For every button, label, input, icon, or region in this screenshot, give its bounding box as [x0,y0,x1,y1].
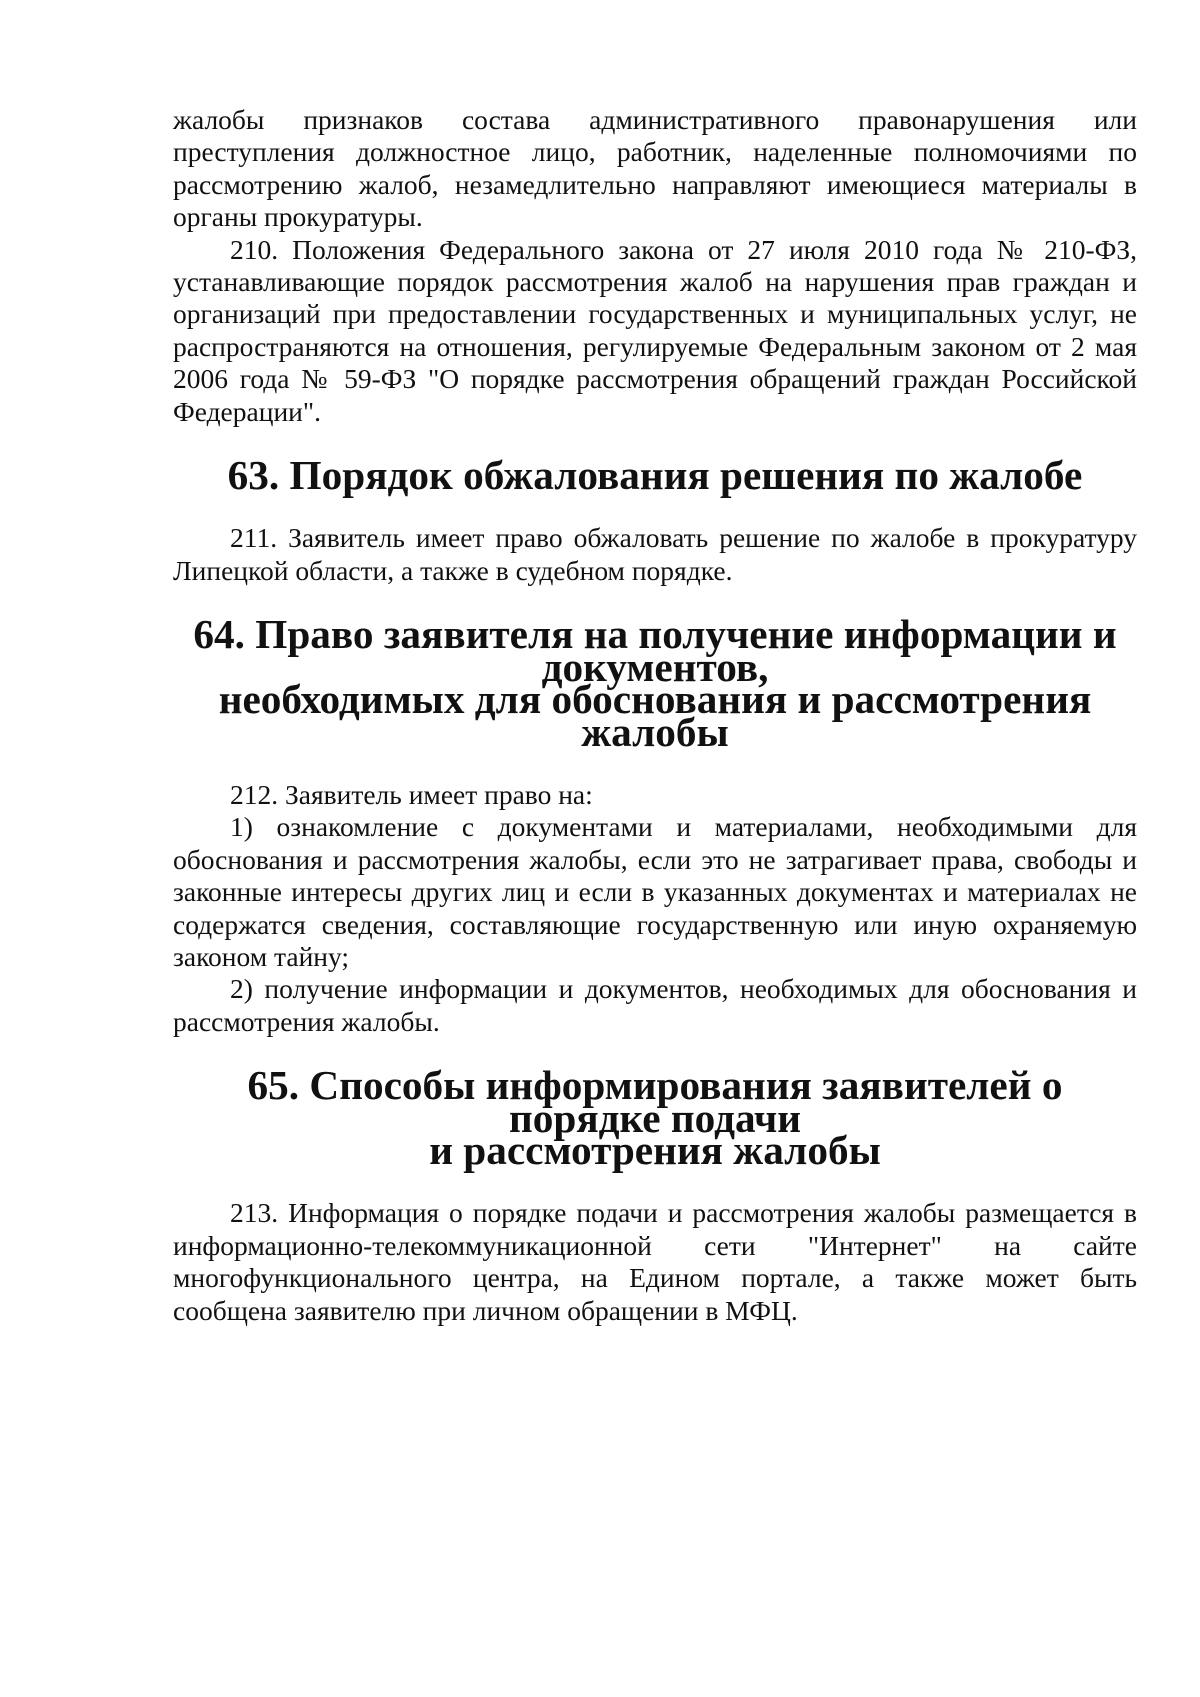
paragraph-211: 211. Заявитель имеет право обжаловать решение по жалобе в прокуратуру Липецкой области, а также в судебном порядке. [173,522,1137,586]
section-heading-65 [173,1062,1137,1173]
paragraph-213: 213. Информация о порядке подачи и рассмотрения жалобы размещается в информационно-телекоммуникационной сети "Интернет" на сайте многофункционального центра, на Едином портале, а также может быть сообщена заявителю при личном обращении в МФЦ. [173,1197,1137,1326]
section-heading-65-line2: и рассмотрения жалобы [429,1126,881,1173]
section-heading-65-line1: 65. Способы информирования заявителей о порядке подачи [247,1062,1063,1141]
paragraph-continuation: жалобы признаков состава административного правонарушения или преступления должностное лицо, работник, наделенные полномочиями по рассмотрению жалоб, незамедлительно направляют имеющиеся материалы в органы прокуратуры. [173,104,1137,233]
document-page [173,104,1137,1327]
paragraph-212: 212. Заявитель имеет право на: [230,778,593,810]
paragraph-210: 210. Положения Федерального закона от 27 июля 2010 года № 210-ФЗ, устанавливающие порядок рассмотрения жалоб на нарушения прав граждан и организаций при предоставлении государственных и муниципальных услуг, не распространяются на отношения, регулируемые Федеральным законом от 2 мая 2006 года № 59-ФЗ "О порядке рассмотрения обращений граждан Российской Федерации". [173,233,1137,427]
section-heading-64-line2: необходимых для обоснования и рассмотрения жалобы [218,676,1092,755]
paragraph-212-item-1: 1) ознакомление с документами и материалами, необходимыми для обоснования и рассмотрения жалобы, если это не затрагивает права, свободы и законные интересы других лиц и если в указанных документах и материалах не содержатся сведения, составляющие государственную или иную охраняемую законом тайну; [173,811,1137,972]
section-heading-64-line1: 64. Право заявителя на получение информации и документов, [193,611,1117,690]
section-heading-63 [173,452,1137,499]
section-heading-64 [173,611,1137,755]
section-heading-63-line1: 63. Порядок обжалования решения по жалобе [227,452,1083,499]
paragraph-212-item-2: 2) получение информации и документов, необходимых для обоснования и рассмотрения жалобы. [173,973,1137,1037]
